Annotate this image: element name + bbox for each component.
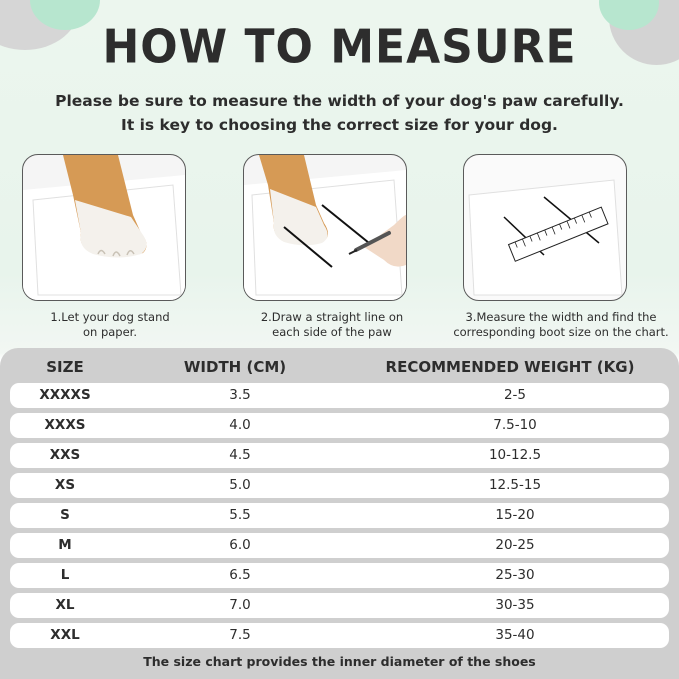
step-3-image — [463, 154, 627, 301]
header-width: WIDTH (CM) — [183, 358, 287, 376]
table-note: The size chart provides the inner diameter of the shoes — [143, 654, 536, 669]
table-row — [10, 413, 669, 438]
table-row — [10, 563, 669, 588]
caption-line: 2.Draw a straight line on — [260, 310, 404, 324]
cell-width: 7.0 — [229, 597, 251, 613]
cell-size: XL — [55, 597, 75, 613]
step-2-caption — [222, 310, 442, 340]
step-1-caption — [0, 310, 220, 340]
cell-weight: 20-25 — [495, 537, 535, 553]
cell-size: XXXS — [44, 417, 86, 433]
cell-weight: 12.5-15 — [488, 477, 542, 493]
table-header — [0, 358, 679, 382]
cell-width: 5.5 — [229, 507, 251, 523]
cell-size: M — [58, 537, 72, 553]
size-chart-table — [0, 348, 679, 679]
cell-weight: 2-5 — [503, 387, 527, 403]
cell-width: 5.0 — [229, 477, 251, 493]
cell-size: S — [60, 507, 70, 523]
cell-weight: 35-40 — [495, 627, 535, 643]
table-row — [10, 593, 669, 618]
caption-line: 3.Measure the width and find the — [465, 310, 657, 324]
subtitle-line-1: Please be sure to measure the width of your dog's paw carefully. — [55, 92, 624, 110]
table-row — [10, 473, 669, 498]
measure-width-illustration — [464, 155, 626, 300]
cell-width: 3.5 — [229, 387, 251, 403]
table-row — [10, 443, 669, 468]
cell-width: 6.5 — [229, 567, 251, 583]
cell-size: XXS — [49, 447, 81, 463]
page-title: HOW TO MEASURE — [102, 20, 577, 75]
caption-line: on paper. — [82, 325, 138, 339]
cell-size: XS — [54, 477, 76, 493]
subtitle-line-2: It is key to choosing the correct size for your dog. — [121, 116, 558, 134]
cell-width: 6.0 — [229, 537, 251, 553]
caption-line: each side of the paw — [272, 325, 392, 339]
step-1-image — [22, 154, 186, 301]
cell-weight: 7.5-10 — [493, 417, 537, 433]
step-2-image — [243, 154, 407, 301]
cell-width: 4.5 — [229, 447, 251, 463]
cell-weight: 25-30 — [495, 567, 535, 583]
header-size: SIZE — [46, 358, 84, 376]
table-row — [10, 503, 669, 528]
table-row — [10, 533, 669, 558]
cell-size: XXL — [50, 627, 80, 643]
cell-weight: 30-35 — [495, 597, 535, 613]
table-row — [10, 383, 669, 408]
paw-on-paper-illustration — [23, 155, 185, 300]
cell-weight: 10-12.5 — [488, 447, 542, 463]
header-weight: RECOMMENDED WEIGHT (KG) — [385, 358, 635, 376]
cell-size: L — [60, 567, 70, 583]
cell-width: 7.5 — [229, 627, 251, 643]
step-3-caption — [445, 310, 677, 340]
cell-size: XXXXS — [39, 387, 91, 403]
caption-line: 1.Let your dog stand — [50, 310, 170, 324]
caption-line: corresponding boot size on the chart. — [453, 325, 669, 339]
cell-weight: 15-20 — [495, 507, 535, 523]
cell-width: 4.0 — [229, 417, 251, 433]
table-row — [10, 623, 669, 648]
draw-lines-illustration — [244, 155, 406, 300]
